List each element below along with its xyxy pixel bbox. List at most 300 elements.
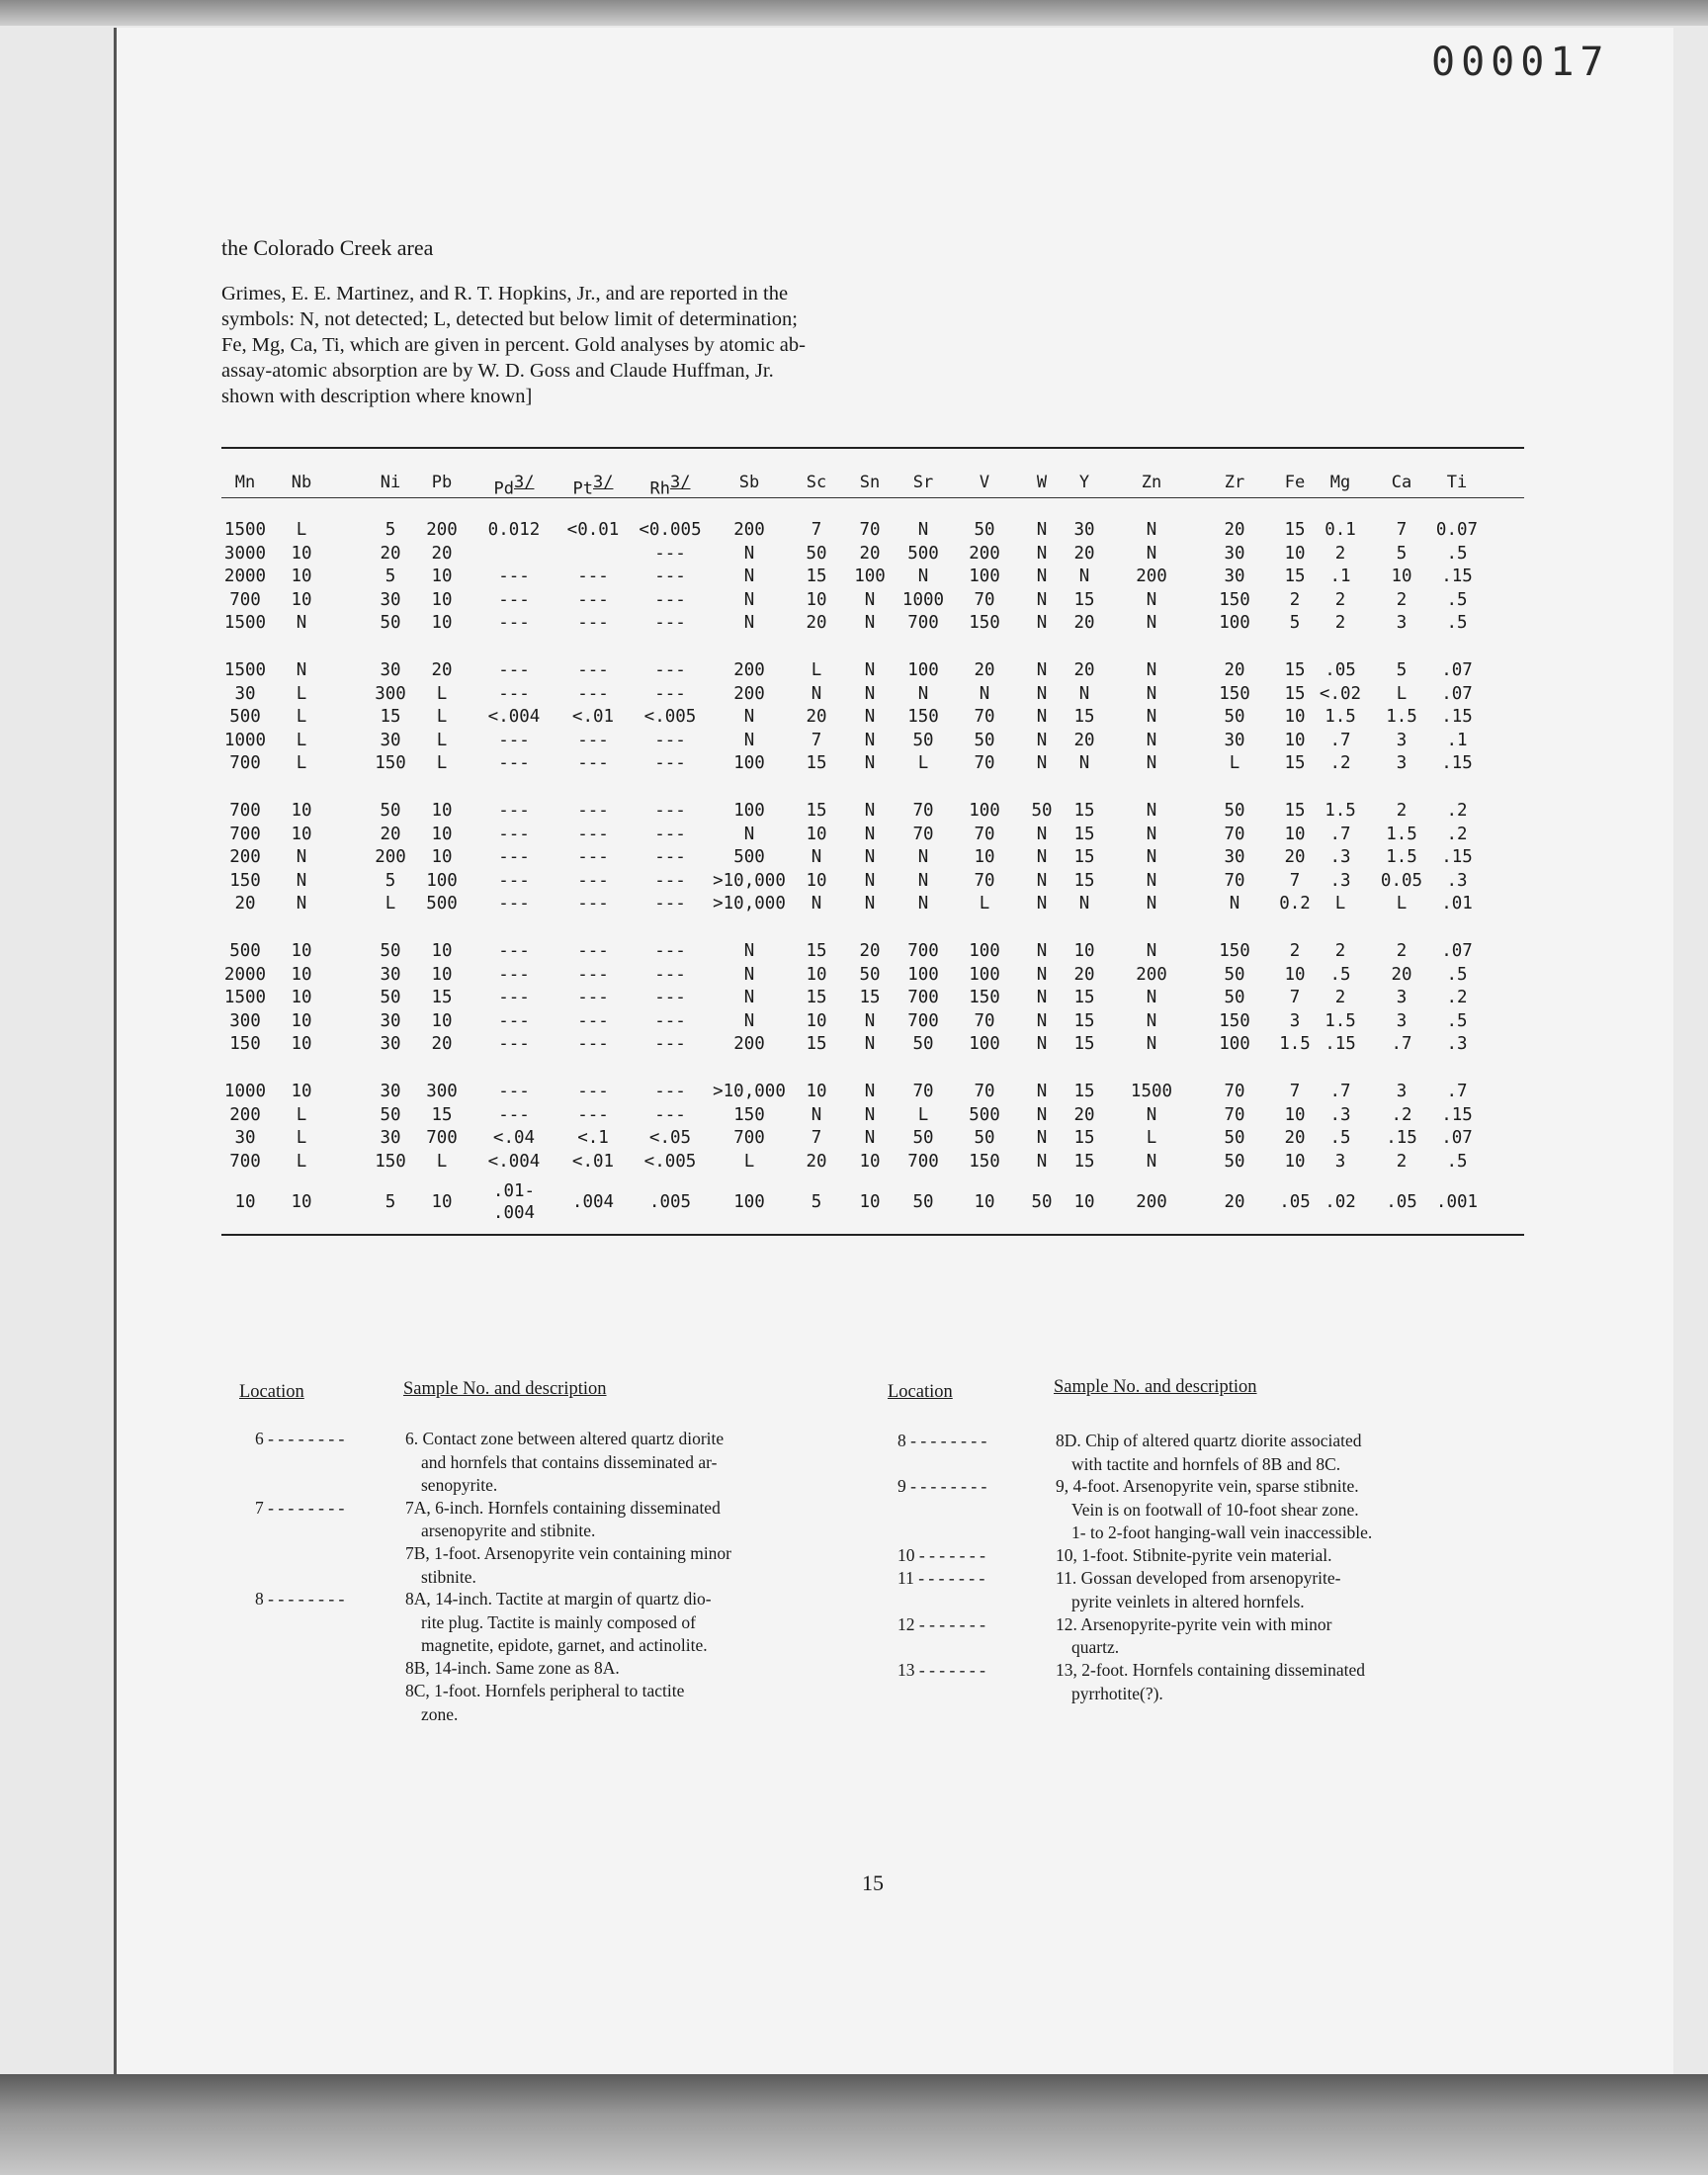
table-cell: N: [811, 1104, 822, 1125]
table-cell: <.005: [643, 707, 697, 727]
table-cell: 1500: [1130, 1082, 1173, 1101]
table-cell: N: [1146, 613, 1157, 633]
table-cell: N: [296, 870, 307, 891]
table-cell: 700: [229, 753, 261, 773]
table-cell: 50: [912, 730, 934, 750]
table-cell: 5: [1396, 660, 1408, 680]
table-cell: ---: [577, 941, 609, 961]
column-header-label: Sn: [859, 473, 881, 492]
table-cell: 30: [1224, 543, 1245, 564]
table-cell: 70: [859, 520, 881, 540]
table-cell: 30: [380, 1034, 401, 1054]
table-cell: 1500: [223, 988, 267, 1007]
table-cell: N: [1146, 1034, 1157, 1054]
table-cell: ---: [577, 660, 609, 680]
table-cell-limit: 10: [431, 1192, 453, 1212]
table-cell: 70: [974, 824, 995, 844]
table-cell: .3: [1446, 870, 1468, 891]
table-cell: L: [743, 1151, 755, 1172]
table-cell: 15: [806, 801, 827, 821]
table-cell: N: [979, 683, 990, 704]
table-cell: ---: [498, 1104, 530, 1125]
table-cell: .3: [1329, 870, 1351, 891]
column-header-label: Zr: [1224, 473, 1245, 492]
table-cell-limit: 20: [1224, 1192, 1245, 1212]
document-id-number: 000017: [1431, 40, 1610, 85]
table-cell: 2: [1396, 589, 1408, 610]
table-cell: <.004: [487, 1151, 541, 1172]
table-cell: <0.01: [566, 520, 620, 540]
table-cell: 10: [806, 589, 827, 610]
table-cell: 2000: [223, 566, 267, 586]
table-cell: 30: [380, 1128, 401, 1148]
table-cell: 150: [1219, 683, 1250, 704]
table-cell: L: [1396, 683, 1408, 704]
table-cell: N: [1146, 1151, 1157, 1172]
table-cell: 10: [806, 1010, 827, 1031]
table-cell: N: [1146, 824, 1157, 844]
table-cell: 70: [974, 870, 995, 891]
table-cell: >10,000: [713, 1082, 786, 1101]
table-cell: 500: [229, 707, 261, 727]
intro-line: Grimes, E. E. Martinez, and R. T. Hopkins, Jr., and are reported in the: [221, 283, 789, 304]
location-number: 11 - - - - - - -: [897, 1568, 985, 1589]
table-cell: .2: [1446, 801, 1468, 821]
table-cell: N: [1146, 1010, 1157, 1031]
table-cell: 15: [1073, 847, 1095, 867]
table-cell: 5: [384, 520, 396, 540]
table-cell: 70: [974, 589, 995, 610]
table-cell: 3: [1289, 1010, 1301, 1031]
table-cell: 700: [426, 1128, 458, 1148]
table-cell: 3: [1396, 1082, 1408, 1101]
table-cell: 3: [1396, 1010, 1408, 1031]
table-cell-limit: 50: [912, 1192, 934, 1212]
table-cell: N: [864, 707, 876, 727]
table-cell-limit: 10: [859, 1192, 881, 1212]
table-cell: ---: [577, 1104, 609, 1125]
table-cell: 100: [969, 1034, 1000, 1054]
table-cell: 200: [733, 1034, 765, 1054]
table-cell: 70: [912, 801, 934, 821]
table-cell: N: [1078, 894, 1090, 914]
table-cell: .1: [1329, 566, 1351, 586]
table-cell: .5: [1329, 1128, 1351, 1148]
table-cell: 50: [1224, 964, 1245, 985]
table-cell: N: [917, 520, 929, 540]
table-cell: ---: [577, 847, 609, 867]
table-cell: L: [1146, 1128, 1157, 1148]
table-cell: 10: [291, 1082, 312, 1101]
table-cell: 150: [969, 988, 1000, 1007]
table-cell: 20: [806, 613, 827, 633]
table-cell: 1.5: [1279, 1034, 1311, 1054]
table-cell: 700: [907, 1010, 939, 1031]
table-cell: N: [1146, 870, 1157, 891]
table-cell: 50: [806, 543, 827, 564]
table-cell: ---: [577, 589, 609, 610]
table-cell: N: [743, 589, 755, 610]
table-cell: .5: [1329, 964, 1351, 985]
table-cell: 100: [907, 660, 939, 680]
table-cell: 10: [291, 964, 312, 985]
sample-description: 8C, 1-foot. Hornfels peripheral to tactite zone.: [405, 1681, 685, 1724]
table-cell: N: [1146, 1104, 1157, 1125]
table-cell: 70: [974, 707, 995, 727]
table-cell: N: [1036, 613, 1048, 633]
table-cell: N: [864, 683, 876, 704]
table-cell: N: [296, 894, 307, 914]
table-cell: N: [917, 870, 929, 891]
table-cell: .07: [1441, 1128, 1473, 1148]
table-cell: 70: [912, 1082, 934, 1101]
table-cell: 2: [1396, 1151, 1408, 1172]
table-cell: N: [864, 1034, 876, 1054]
table-cell: 7: [811, 520, 822, 540]
table-cell: 15: [806, 566, 827, 586]
table-cell: N: [864, 894, 876, 914]
table-cell: 5: [1396, 543, 1408, 564]
table-cell: N: [1036, 520, 1048, 540]
table-cell: 50: [380, 988, 401, 1007]
table-cell: >10,000: [713, 894, 786, 914]
table-cell: ---: [577, 1010, 609, 1031]
table-cell: 150: [969, 1151, 1000, 1172]
table-cell: N: [1036, 941, 1048, 961]
table-cell: .3: [1329, 847, 1351, 867]
table-cell: 50: [380, 941, 401, 961]
table-cell: 10: [806, 824, 827, 844]
table-cell: 30: [380, 589, 401, 610]
table-cell: 15: [859, 988, 881, 1007]
table-cell: N: [1146, 589, 1157, 610]
table-cell: N: [1146, 730, 1157, 750]
table-cell: 20: [1073, 543, 1095, 564]
table-cell: 20: [1224, 660, 1245, 680]
table-cell: 150: [229, 870, 261, 891]
table-cell: 0.012: [487, 520, 541, 540]
table-cell: 10: [291, 801, 312, 821]
table-cell: 20: [1224, 520, 1245, 540]
table-cell: N: [864, 730, 876, 750]
table-cell: 10: [291, 543, 312, 564]
table-cell: 700: [907, 988, 939, 1007]
table-cell: ---: [577, 1034, 609, 1054]
table-cell: N: [743, 964, 755, 985]
table-cell: L: [811, 660, 822, 680]
table-cell: .15: [1441, 1104, 1473, 1125]
table-cell: 100: [969, 941, 1000, 961]
table-cell: 3000: [223, 543, 267, 564]
table-cell: ---: [498, 988, 530, 1007]
table-cell: 50: [380, 801, 401, 821]
location-number: 8 - - - - - - - -: [255, 1589, 345, 1610]
column-header-label: Mg: [1329, 473, 1351, 492]
table-cell: 10: [806, 964, 827, 985]
table-cell: 10: [974, 847, 995, 867]
table-cell: N: [1036, 1104, 1048, 1125]
table-cell: 150: [1219, 1010, 1250, 1031]
table-cell: 10: [291, 1034, 312, 1054]
column-header-label: Rh: [649, 478, 670, 499]
table-cell: .5: [1446, 613, 1468, 633]
table-cell: L: [296, 520, 307, 540]
table-cell: 100: [733, 753, 765, 773]
location-header-right: Location: [888, 1382, 953, 1402]
table-cell: ---: [654, 964, 686, 985]
table-cell: 20: [1073, 1104, 1095, 1125]
table-cell: 100: [969, 566, 1000, 586]
table-cell: ---: [654, 566, 686, 586]
table-cell: ---: [654, 870, 686, 891]
table-bottom-rule: [221, 1234, 1524, 1236]
table-cell-limit: 200: [1136, 1192, 1167, 1212]
table-cell: <.04: [492, 1128, 536, 1148]
table-cell: 50: [974, 1128, 995, 1148]
table-cell: 30: [380, 1010, 401, 1031]
intro-line: Fe, Mg, Ca, Ti, which are given in percent. Gold analyses by atomic ab-: [221, 334, 806, 356]
table-cell: 5: [384, 870, 396, 891]
table-cell: <.01: [571, 1151, 615, 1172]
table-cell: .2: [1446, 988, 1468, 1007]
table-cell: 15: [380, 707, 401, 727]
table-cell: 7: [1396, 520, 1408, 540]
table-cell: ---: [498, 683, 530, 704]
table-cell: L: [436, 1151, 448, 1172]
table-cell: 2: [1289, 941, 1301, 961]
table-cell: 10: [1284, 1151, 1306, 1172]
column-header-label: Nb: [291, 473, 312, 492]
table-cell: 15: [1073, 1010, 1095, 1031]
table-cell: 7: [1289, 870, 1301, 891]
table-cell: N: [1036, 1010, 1048, 1031]
table-cell: 20: [1073, 660, 1095, 680]
table-cell: >10,000: [713, 870, 786, 891]
table-cell-limit: 5: [384, 1192, 396, 1212]
column-header-label: V: [979, 473, 990, 492]
table-cell: 30: [1224, 847, 1245, 867]
table-cell: 3: [1334, 1151, 1346, 1172]
sample-description: 9, 4-foot. Arsenopyrite vein, sparse stibnite. Vein is on footwall of 10-foot shear zone. 1- to 2-foot hanging-wall vein inaccessible.: [1056, 1476, 1373, 1543]
table-cell: ---: [654, 660, 686, 680]
table-cell: N: [811, 683, 822, 704]
table-cell: N: [1036, 1128, 1048, 1148]
table-cell: N: [1036, 824, 1048, 844]
table-cell: 500: [733, 847, 765, 867]
table-cell: 10: [1284, 824, 1306, 844]
table-cell: 20: [380, 543, 401, 564]
table-cell: ---: [654, 847, 686, 867]
table-cell: 700: [229, 589, 261, 610]
table-cell: 15: [1284, 520, 1306, 540]
table-cell: ---: [654, 824, 686, 844]
table-cell: 700: [229, 824, 261, 844]
table-cell: 15: [1073, 801, 1095, 821]
column-header-label: Pb: [431, 473, 453, 492]
table-cell: 70: [974, 753, 995, 773]
table-cell: 1000: [901, 589, 945, 610]
table-cell: 300: [375, 683, 406, 704]
sample-description: 6. Contact zone between altered quartz diorite and hornfels that contains disseminated ar- senopyrite.: [405, 1429, 725, 1495]
table-cell: 10: [291, 1010, 312, 1031]
table-cell: 10: [431, 566, 453, 586]
table-cell: 15: [806, 988, 827, 1007]
table-cell: L: [296, 707, 307, 727]
table-cell: N: [864, 824, 876, 844]
column-header-label: W: [1036, 473, 1048, 492]
table-cell: 100: [1219, 613, 1250, 633]
table-cell: N: [1036, 988, 1048, 1007]
table-cell: 20: [1284, 1128, 1306, 1148]
table-cell: 15: [1073, 1034, 1095, 1054]
table-cell: N: [1146, 941, 1157, 961]
table-cell: 15: [431, 1104, 453, 1125]
table-cell: 70: [974, 1082, 995, 1101]
table-cell: 10: [291, 941, 312, 961]
table-caption: the Colorado Creek area: [221, 235, 434, 260]
table-cell: 700: [229, 1151, 261, 1172]
table-cell: 200: [969, 543, 1000, 564]
table-cell: .15: [1441, 847, 1473, 867]
table-cell: 1.5: [1386, 824, 1417, 844]
table-cell: 50: [380, 1104, 401, 1125]
table-cell: 15: [1284, 566, 1306, 586]
table-cell: 15: [1284, 753, 1306, 773]
table-cell: .7: [1329, 730, 1351, 750]
table-cell: 1500: [223, 613, 267, 633]
table-cell: 5: [1289, 613, 1301, 633]
table-cell: 150: [375, 753, 406, 773]
column-header-label: Ni: [380, 473, 401, 492]
table-cell: N: [743, 824, 755, 844]
table-cell: 20: [431, 660, 453, 680]
table-cell: N: [864, 753, 876, 773]
column-header-label: Y: [1078, 473, 1090, 492]
table-cell: 500: [907, 543, 939, 564]
table-cell: 15: [1073, 988, 1095, 1007]
location-number: 10 - - - - - - -: [897, 1545, 985, 1565]
table-cell: 10: [1284, 707, 1306, 727]
table-cell: ---: [577, 894, 609, 914]
table-cell: 700: [907, 613, 939, 633]
sample-description: 12. Arsenopyrite-pyrite vein with minor quartz.: [1056, 1613, 1332, 1658]
table-cell: 7: [1289, 988, 1301, 1007]
table-cell: 100: [969, 801, 1000, 821]
footnote-marker: 3/: [593, 473, 614, 492]
table-cell: L: [296, 1128, 307, 1148]
table-cell: 150: [907, 707, 939, 727]
table-cell: .5: [1446, 589, 1468, 610]
table-cell: 20: [1073, 730, 1095, 750]
table-cell: N: [743, 613, 755, 633]
table-cell: ---: [654, 1010, 686, 1031]
table-cell: 10: [431, 1010, 453, 1031]
table-cell: 0.2: [1279, 894, 1311, 914]
column-header-label: Mn: [234, 473, 256, 492]
table-cell: N: [1036, 1034, 1048, 1054]
table-cell: 3: [1396, 988, 1408, 1007]
table-cell: 300: [229, 1010, 261, 1031]
table-cell: 150: [1219, 589, 1250, 610]
table-cell: N: [864, 1010, 876, 1031]
table-cell: ---: [577, 870, 609, 891]
table-cell: ---: [654, 1104, 686, 1125]
table-cell: 50: [1031, 801, 1053, 821]
table-cell: 200: [1136, 566, 1167, 586]
table-cell: N: [1146, 660, 1157, 680]
table-cell: <.004: [487, 707, 541, 727]
table-cell: 200: [1136, 964, 1167, 985]
table-cell: .5: [1446, 1010, 1468, 1031]
table-cell: ---: [498, 566, 530, 586]
table-cell: ---: [577, 801, 609, 821]
table-cell: .15: [1441, 707, 1473, 727]
table-cell: 100: [907, 964, 939, 985]
table-cell-limit: .005: [648, 1192, 692, 1212]
table-cell: 20: [974, 660, 995, 680]
table-cell: .2: [1391, 1104, 1412, 1125]
table-cell: L: [1229, 753, 1240, 773]
table-cell: 50: [912, 1034, 934, 1054]
table-cell: L: [917, 753, 929, 773]
table-cell: 15: [1073, 870, 1095, 891]
table-cell: 7: [1289, 1082, 1301, 1101]
table-cell: N: [1146, 520, 1157, 540]
table-cell: 200: [229, 1104, 261, 1125]
table-cell: 500: [229, 941, 261, 961]
table-cell: 200: [733, 520, 765, 540]
table-cell: N: [1036, 707, 1048, 727]
table-cell: N: [1036, 1082, 1048, 1101]
table-cell-limit: .01- .004: [492, 1181, 536, 1223]
table-cell: 1500: [223, 660, 267, 680]
column-header-label: Ti: [1446, 473, 1468, 492]
table-cell: .3: [1446, 1034, 1468, 1054]
table-cell: 70: [1224, 870, 1245, 891]
table-cell: 2: [1334, 589, 1346, 610]
table-cell: N: [1036, 847, 1048, 867]
table-cell: 1000: [223, 730, 267, 750]
table-cell: 20: [431, 1034, 453, 1054]
table-cell: 200: [375, 847, 406, 867]
table-cell: 2: [1396, 801, 1408, 821]
table-cell: ---: [577, 613, 609, 633]
table-cell: 20: [1391, 964, 1412, 985]
table-cell: ---: [654, 941, 686, 961]
table-cell: 20: [859, 941, 881, 961]
column-header-label: Pd: [493, 478, 514, 499]
table-cell: 2: [1289, 589, 1301, 610]
table-cell: .5: [1446, 964, 1468, 985]
table-cell: N: [917, 894, 929, 914]
table-cell: 30: [380, 1082, 401, 1101]
table-cell: 7: [811, 730, 822, 750]
table-cell: 150: [969, 613, 1000, 633]
table-cell: N: [1078, 566, 1090, 586]
table-cell: <.1: [577, 1128, 609, 1148]
table-cell: 30: [234, 683, 256, 704]
table-cell: ---: [577, 683, 609, 704]
table-cell: 2: [1334, 543, 1346, 564]
table-cell: N: [1036, 683, 1048, 704]
table-cell: ---: [498, 847, 530, 867]
table-cell: N: [743, 988, 755, 1007]
table-cell: N: [1036, 543, 1048, 564]
table-cell: 50: [974, 520, 995, 540]
table-cell: 30: [380, 730, 401, 750]
table-cell: 10: [431, 847, 453, 867]
table-cell: <.01: [571, 707, 615, 727]
